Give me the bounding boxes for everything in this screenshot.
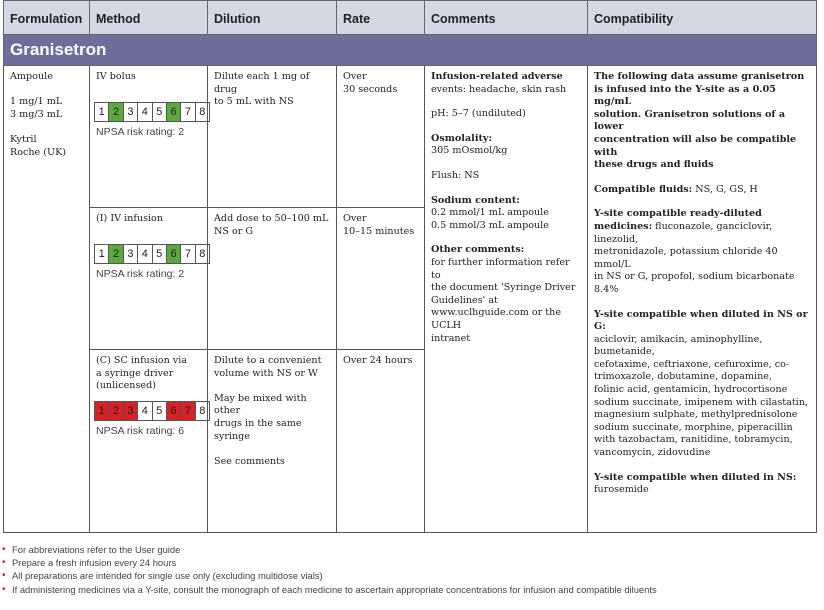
formulation-text: Ampoule 1 mg/1 mL 3 mg/3 mL Kytril Roche (UK): [10, 71, 67, 158]
risk-cell-2: 2: [109, 402, 123, 420]
method-cell: [90, 208, 208, 350]
npsa-risk-scale: [94, 401, 210, 421]
npsa-risk-scale: [94, 244, 210, 264]
method-label: (C) SC infusion via a syringe driver (unlicensed): [96, 355, 188, 392]
ready-diluted: [594, 208, 810, 296]
method-label: (I) IV infusion: [96, 213, 164, 224]
fluids-title: Compatible fluids:: [594, 183, 693, 195]
risk-cell-8: 8: [199, 404, 206, 417]
risk-cell-5: 5: [153, 103, 167, 121]
diluted-text: aciclovir, amikacin, aminophylline, bumetanide, cefotaxime, ceftriaxone, cefuroxime, co- trimoxazole, dobutamine, dopamine, folinic acid, gentamicin, hydrocortisone sodium succinate, imipenem with cilastatin, magnesium sulphate, methylprednisolone sodium succinate, morphine, piperacillin with tazobactam, ranitidine, tobramycin, vancomycin, zidovudine: [594, 333, 808, 459]
risk-cell-3: 3: [124, 245, 138, 263]
ns-title: Y-site compatible when diluted in NS:: [594, 471, 797, 483]
risk-cell-3: 3: [124, 402, 138, 420]
dilution-cell: [208, 208, 337, 350]
npsa-risk-scale: [94, 102, 210, 122]
col-header-dilution: Dilution: [208, 1, 337, 35]
npsa-risk-label: NPSA risk rating: 6: [96, 424, 185, 437]
risk-cell-8: 8: [199, 247, 206, 260]
dilution-cell: [208, 350, 337, 533]
monograph-table: [3, 0, 817, 533]
sodium-title: Sodium content:: [431, 194, 520, 206]
sodium-text: 0.2 mmol/1 mL ampoule 0.5 mmol/3 mL ampoule: [431, 207, 549, 231]
col-header-rate: Rate: [337, 1, 425, 35]
compatible-fluids: [594, 184, 810, 197]
osmolality-text: 305 mOsmol/kg: [431, 145, 508, 157]
drug-title-row: [4, 35, 817, 66]
col-header-formulation: Formulation: [4, 1, 90, 35]
method-row-1: [4, 66, 817, 208]
ph-text: pH: 5–7 (undiluted): [431, 108, 526, 120]
risk-cell-6: 6: [167, 402, 181, 420]
risk-cell-4: 4: [138, 402, 152, 420]
risk-cell-1: 1: [95, 402, 109, 420]
risk-cell-5: 5: [153, 245, 167, 263]
ns-text: furosemide: [594, 484, 649, 496]
col-header-method: Method: [90, 1, 208, 35]
risk-cell-7: 7: [181, 402, 195, 420]
dilution-text: Add dose to 50–100 mL NS or G: [214, 213, 329, 237]
flush-text: Flush: NS: [431, 169, 480, 181]
risk-cell-7: 7: [181, 103, 195, 121]
risk-cell-6: 6: [167, 245, 181, 263]
dilution-text: Dilute each 1 mg of drug to 5 mL with NS: [214, 71, 310, 108]
footnote: • For abbreviations refer to the User guide: [2, 543, 657, 556]
ready-text: fluconazole, ganciclovir, linezolid, metronidazole, potassium chloride 40 mmol/L in NS or G, propofol, sodium bicarbonate 8.4%: [594, 220, 795, 295]
npsa-risk-label: NPSA risk rating: 2: [96, 267, 185, 280]
rate-cell: [337, 208, 425, 350]
other-comments-title: Other comments:: [431, 244, 525, 256]
compatibility-cell: [588, 66, 817, 533]
rate-cell: [337, 350, 425, 533]
risk-cell-2: 2: [109, 103, 123, 121]
risk-cell-4: 4: [138, 103, 152, 121]
formulation-cell: [4, 66, 90, 533]
ready-title: Y-site compatible ready-diluted medicines:: [594, 208, 762, 232]
osmolality-title: Osmolality:: [431, 132, 493, 144]
footnote: • If administering medicines via a Y-site, consult the monograph of each medicine to ascertain appropriate concentrations for infusion and compatible diluents: [2, 583, 657, 596]
risk-cell-7: 7: [181, 245, 195, 263]
header-row: [4, 1, 817, 35]
compatibility-intro: The following data assume granisetron is infused into the Y-site as a 0.05 mg/mL solution. Granisetron solutions of a lower concentration will also be compatible with these drugs and fluids: [594, 71, 805, 171]
fluids-text: NS, G, GS, H: [692, 183, 758, 195]
diluted-title: Y-site compatible when diluted in NS or G:: [594, 308, 808, 333]
comments-cell: [425, 66, 588, 533]
adverse-title: Infusion-related adverse: [431, 71, 563, 82]
npsa-risk-label: NPSA risk rating: 2: [96, 125, 185, 138]
risk-cell-1: 1: [95, 103, 109, 121]
footnote: • All preparations are intended for single use only (excluding multidose vials): [2, 569, 657, 582]
drug-title: Granisetron: [4, 35, 817, 66]
rate-text: Over 24 hours: [343, 355, 413, 366]
rate-cell: [337, 66, 425, 208]
risk-cell-2: 2: [109, 245, 123, 263]
risk-cell-3: 3: [124, 103, 138, 121]
risk-cell-8: 8: [199, 105, 206, 118]
rate-text: Over 30 seconds: [343, 71, 398, 95]
dilution-cell: [208, 66, 337, 208]
risk-cell-1: 1: [95, 245, 109, 263]
risk-cell-6: 6: [167, 103, 181, 121]
adverse-text: events: headache, skin rash: [431, 83, 567, 95]
dilution-text: Dilute to a convenient volume with NS or W May be mixed with other drugs in the same syringe See comments: [214, 355, 322, 467]
col-header-compatibility: Compatibility: [588, 1, 817, 35]
other-comments-text: for further information refer to the document 'Syringe Driver Guidelines' at www.uclhguide.com or the UCLH intranet: [431, 256, 576, 344]
risk-cell-5: 5: [153, 402, 167, 420]
method-label: IV bolus: [96, 71, 136, 82]
method-cell: [90, 66, 208, 208]
method-cell: [90, 350, 208, 533]
risk-cell-4: 4: [138, 245, 152, 263]
footnote: • Prepare a fresh infusion every 24 hours: [2, 556, 657, 569]
footnotes: [2, 543, 657, 596]
rate-text: Over 10–15 minutes: [343, 213, 415, 237]
col-header-comments: Comments: [425, 1, 588, 35]
